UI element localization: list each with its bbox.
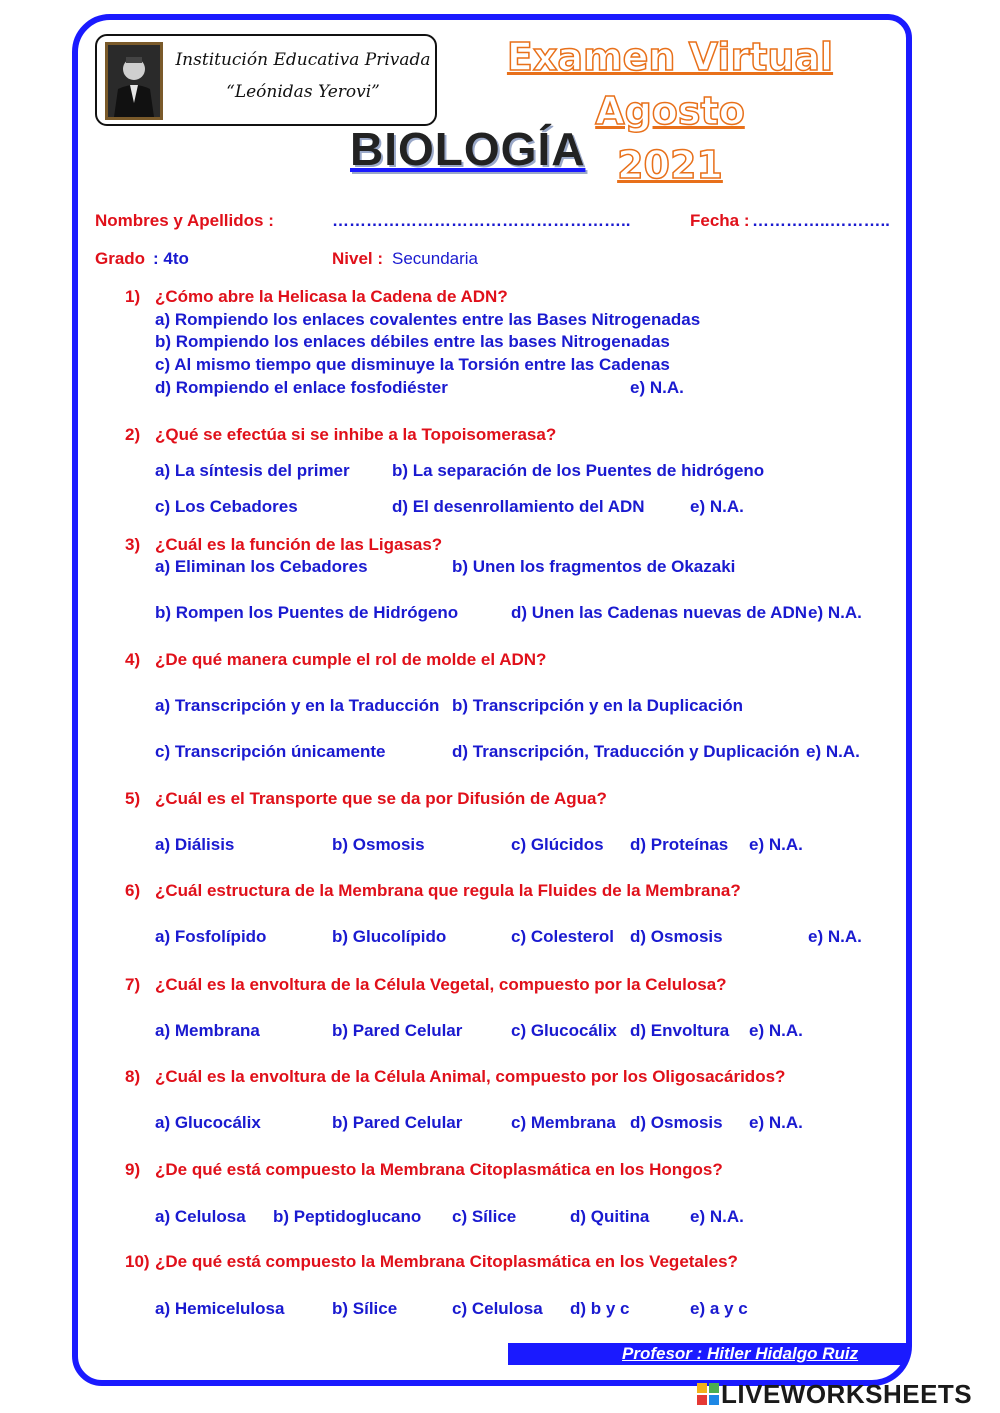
question-8 — [125, 1067, 785, 1087]
option-1b[interactable]: b) Rompiendo los enlaces débiles entre las bases Nitrogenadas — [155, 332, 670, 351]
question-text: ¿De qué está compuesto la Membrana Citoplasmática en los Vegetales? — [155, 1252, 738, 1271]
liveworksheets-icon — [697, 1383, 719, 1405]
question-number: 4) — [125, 650, 141, 669]
question-5 — [125, 789, 607, 809]
question-2 — [125, 425, 556, 445]
liveworksheets-logo[interactable] — [697, 1377, 997, 1409]
question-number: 3) — [125, 535, 141, 554]
question-text: ¿Qué se efectúa si se inhibe a la Topoisomerasa? — [155, 425, 557, 444]
exam-title-line2: 2021 — [617, 143, 723, 187]
question-4 — [125, 650, 546, 670]
option-8a[interactable]: a) Glucocálix — [155, 1113, 261, 1132]
question-1 — [125, 287, 508, 307]
option-6a[interactable]: a) Fosfolípido — [155, 927, 267, 946]
date-label: Fecha : — [690, 211, 750, 230]
grade-value: : 4to — [153, 249, 189, 268]
option-3b[interactable]: b) Unen los fragmentos de Okazaki — [452, 557, 736, 576]
founder-portrait — [105, 42, 163, 120]
level-label: Nivel : — [332, 249, 384, 268]
question-number: 9) — [125, 1160, 141, 1179]
option-6e[interactable]: e) N.A. — [808, 927, 862, 946]
question-3 — [125, 535, 442, 555]
option-5b[interactable]: b) Osmosis — [332, 835, 425, 854]
option-1a[interactable]: a) Rompiendo los enlaces covalentes entre las Bases Nitrogenadas — [155, 310, 701, 329]
option-3a[interactable]: a) Eliminan los Cebadores — [155, 557, 368, 576]
name-label: Nombres y Apellidos : — [95, 211, 274, 230]
option-8b[interactable]: b) Pared Celular — [332, 1113, 463, 1132]
question-number: 5) — [125, 789, 141, 808]
question-7 — [125, 975, 727, 995]
option-6b[interactable]: b) Glucolípido — [332, 927, 447, 946]
option-2d[interactable]: d) El desenrollamiento del ADN — [392, 497, 645, 516]
option-5e[interactable]: e) N.A. — [749, 835, 803, 854]
option-3c[interactable]: b) Rompen los Puentes de Hidrógeno — [155, 603, 459, 622]
option-4a[interactable]: a) Transcripción y en la Traducción — [155, 696, 440, 715]
option-9b[interactable]: b) Peptidoglucano — [273, 1207, 422, 1226]
question-number: 7) — [125, 975, 141, 994]
grade-label: Grado — [95, 249, 146, 268]
school-name-line2: “Leónidas Yerovi” — [226, 82, 380, 102]
date-blank[interactable]: …………..……….. — [752, 211, 890, 230]
option-8c[interactable]: c) Membrana — [511, 1113, 616, 1132]
option-2c[interactable]: c) Los Cebadores — [155, 497, 298, 516]
option-9a[interactable]: a) Celulosa — [155, 1207, 246, 1226]
option-3e[interactable]: e) N.A. — [808, 603, 862, 622]
option-7a[interactable]: a) Membrana — [155, 1021, 260, 1040]
question-text: ¿De qué está compuesto la Membrana Citoplasmática en los Hongos? — [155, 1160, 723, 1179]
option-7b[interactable]: b) Pared Celular — [332, 1021, 463, 1040]
option-6c[interactable]: c) Colesterol — [511, 927, 614, 946]
option-8e[interactable]: e) N.A. — [749, 1113, 803, 1132]
question-text: ¿Cuál es la envoltura de la Célula Animal, compuesto por los Oligosacáridos? — [155, 1067, 786, 1086]
option-3d[interactable]: d) Unen las Cadenas nuevas de ADN — [511, 603, 808, 622]
question-text: ¿Cuál es la envoltura de la Célula Vegetal, compuesto por la Celulosa? — [155, 975, 727, 994]
option-9e[interactable]: e) N.A. — [690, 1207, 744, 1226]
school-name-line1: Institución Educativa Privada — [175, 50, 431, 70]
option-10a[interactable]: a) Hemicelulosa — [155, 1299, 285, 1318]
option-1c[interactable]: c) Al mismo tiempo que disminuye la Torsión entre las Cadenas — [155, 355, 670, 374]
option-2b[interactable]: b) La separación de los Puentes de hidrógeno — [392, 461, 765, 480]
question-10 — [125, 1252, 738, 1272]
level-value: Secundaria — [392, 249, 479, 268]
option-8d[interactable]: d) Osmosis — [630, 1113, 723, 1132]
subject-title: BIOLOGÍA — [350, 123, 586, 175]
question-number: 2) — [125, 425, 141, 444]
liveworksheets-wordmark: LIVEWORKSHEETS — [721, 1379, 973, 1409]
question-text: ¿Cuál es la función de las Ligasas? — [155, 535, 443, 554]
option-4b[interactable]: b) Transcripción y en la Duplicación — [452, 696, 743, 715]
option-1d[interactable]: d) Rompiendo el enlace fosfodiéster — [155, 378, 448, 397]
option-10e[interactable]: e) a y c — [690, 1299, 748, 1318]
exam-title-line1: Examen Virtual Agosto — [506, 35, 834, 133]
question-number: 8) — [125, 1067, 141, 1086]
option-2e[interactable]: e) N.A. — [690, 497, 744, 516]
professor-name: Profesor : Hitler Hidalgo Ruiz — [622, 1344, 859, 1363]
question-text: ¿Cómo abre la Helicasa la Cadena de ADN? — [155, 287, 508, 306]
option-9d[interactable]: d) Quitina — [570, 1207, 650, 1226]
option-5d[interactable]: d) Proteínas — [630, 835, 729, 854]
option-10c[interactable]: c) Celulosa — [452, 1299, 543, 1318]
option-7c[interactable]: c) Glucocálix — [511, 1021, 617, 1040]
question-text: ¿Cuál es el Transporte que se da por Difusión de Agua? — [155, 789, 607, 808]
name-blank[interactable]: …………………………………………….. — [332, 211, 631, 230]
option-4e[interactable]: e) N.A. — [806, 742, 860, 761]
option-6d[interactable]: d) Osmosis — [630, 927, 723, 946]
option-9c[interactable]: c) Sílice — [452, 1207, 517, 1226]
option-1e[interactable]: e) N.A. — [630, 378, 684, 397]
question-6 — [125, 881, 741, 901]
question-text: ¿De qué manera cumple el rol de molde el ADN? — [155, 650, 547, 669]
option-7d[interactable]: d) Envoltura — [630, 1021, 730, 1040]
question-9 — [125, 1160, 723, 1180]
option-4d[interactable]: d) Transcripción, Traducción y Duplicación — [452, 742, 800, 761]
option-7e[interactable]: e) N.A. — [749, 1021, 803, 1040]
question-number: 1) — [125, 287, 141, 306]
question-text: ¿Cuál estructura de la Membrana que regula la Fluides de la Membrana? — [155, 881, 741, 900]
option-5c[interactable]: c) Glúcidos — [511, 835, 604, 854]
question-number: 10) — [125, 1252, 150, 1271]
option-2a[interactable]: a) La síntesis del primer — [155, 461, 350, 480]
option-10d[interactable]: d) b y c — [570, 1299, 630, 1318]
option-4c[interactable]: c) Transcripción únicamente — [155, 742, 386, 761]
question-number: 6) — [125, 881, 141, 900]
option-10b[interactable]: b) Sílice — [332, 1299, 398, 1318]
option-5a[interactable]: a) Diálisis — [155, 835, 235, 854]
school-logo-box — [95, 34, 437, 126]
